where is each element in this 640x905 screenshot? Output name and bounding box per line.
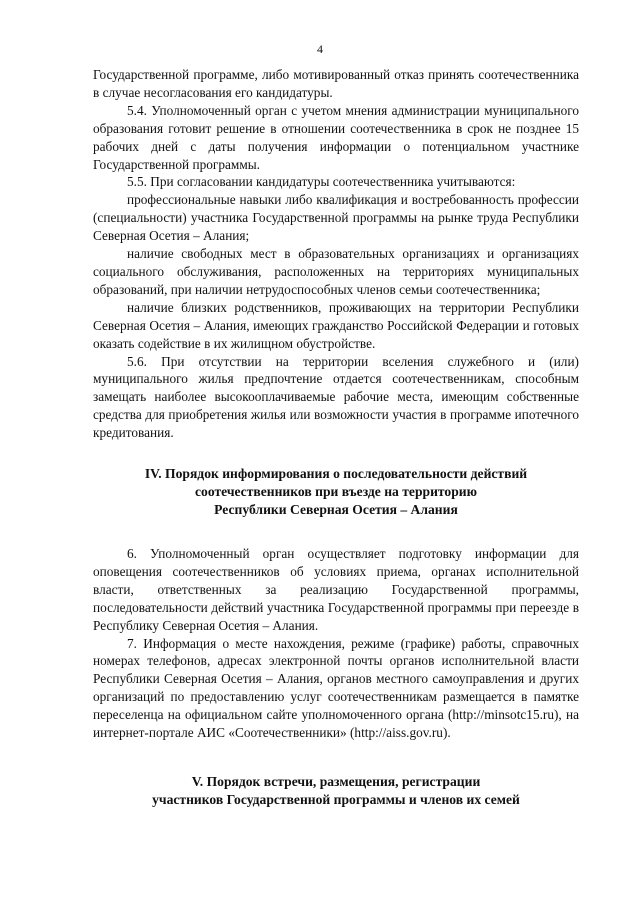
- paragraph-6: 6. Уполномоченный орган осуществляет подготовку информации для оповещения соотечественников об условиях приема, органах исполнительной власти, ответственных за реализацию Государственной программы, последовательности действий участника Государственной программы при переезде в Республику Северная Осетия – Алания.: [93, 546, 579, 633]
- paragraph-5-5: 5.5. При согласовании кандидатуры соотечественника учитываются:: [127, 174, 516, 190]
- paragraph-7: 7. Информация о месте нахождения, режиме (графике) работы, справочных номерах телефонов, адресах электронной почты органов исполнительной власти Республики Северная Осетия – Алания, органов местного самоуправления и других организаций по предоставлению услуг соотечественникам размещается в памятке переселенца на официальном сайте уполномоченного органа (http://minsotc15.ru), на интернет-портале АИС «Соотечественники» (http://aiss.gov.ru).: [93, 635, 579, 741]
- section-iv-heading-line: Республики Северная Осетия – Алания: [214, 502, 458, 518]
- paragraph-5-6: 5.6. При отсутствии на территории вселения служебного и (или) муниципального жилья предпочтение отдается соотечественникам, способным замещать наиболее высокооплачиваемые рабочие места, имеющим собственные средства для приобретения жилья или возможности участия в программе ипотечного кредитования.: [93, 353, 579, 441]
- section-iv-heading-line: IV. Порядок информирования о последовательности действий: [144, 466, 528, 482]
- page-number: 4: [317, 42, 323, 56]
- section-iv-heading: [93, 465, 579, 519]
- document-body: [93, 66, 579, 809]
- section-v-heading: [93, 773, 579, 809]
- paragraph-criterion-relatives: наличие близких родственников, проживающих на территории Республики Северная Осетия – Алания, имеющих гражданство Российской Федерации и готовых оказать содействие в их жилищном обустройстве.: [93, 299, 579, 351]
- section-v-heading-line: V. Порядок встречи, размещения, регистрации: [191, 774, 481, 789]
- paragraph-criterion-places: наличие свободных мест в образовательных организациях и организациях социального обслуживания, расположенных на территориях муниципальных образований, при наличии нетрудоспособных членов семьи соотечественника;: [93, 246, 579, 297]
- section-v-heading-line: участников Государственной программы и членов их семей: [152, 792, 520, 807]
- paragraph-continuation: Государственной программе, либо мотивированный отказ принять соотечественника в случае несогласования его кандидатуры.: [93, 67, 579, 100]
- paragraph-5-4: 5.4. Уполномоченный орган с учетом мнения администрации муниципального образования готовит решение в отношении соотечественника в срок не позднее 15 рабочих дней с даты получения информации о потенциальном участнике Государственной программы.: [93, 102, 579, 172]
- paragraph-criterion-skills: профессиональные навыки либо квалификация и востребованность профессии (специальности) участника Государственной программы на рынке труда Республики Северная Осетия – Алания;: [93, 192, 579, 244]
- section-iv-heading-line: соотечественников при въезде на территорию: [195, 484, 477, 500]
